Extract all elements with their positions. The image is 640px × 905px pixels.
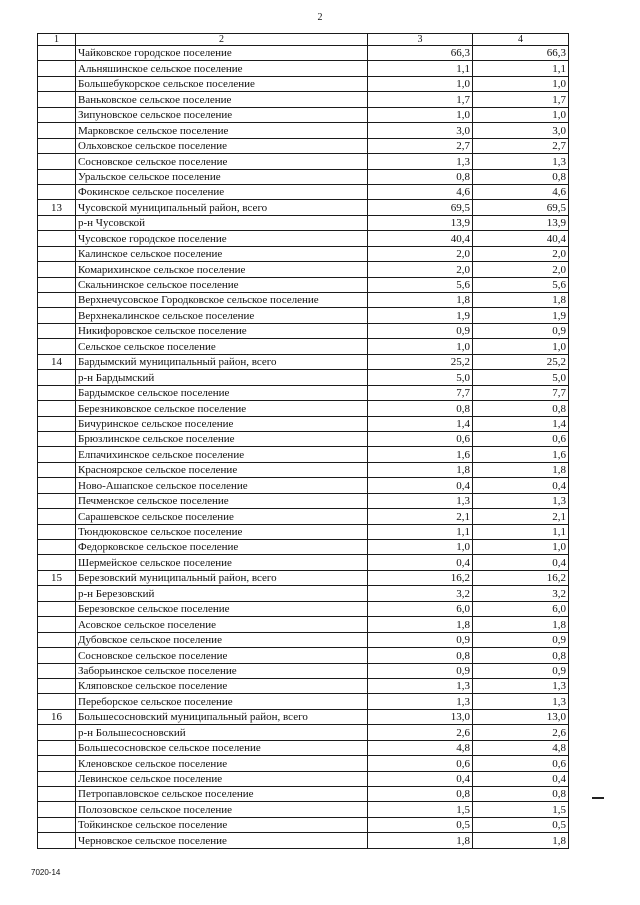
- row-number: [38, 92, 76, 107]
- table-row: [38, 138, 569, 153]
- row-number: 14: [38, 354, 76, 369]
- row-value-col4: 3,2: [473, 586, 569, 601]
- row-value-col4: 0,9: [473, 663, 569, 678]
- row-value-col3: 1,0: [368, 76, 473, 91]
- row-name: Калинское сельское поселение: [76, 246, 368, 261]
- row-number: [38, 46, 76, 61]
- row-name: Сельское сельское поселение: [76, 339, 368, 354]
- row-value-col4: 2,1: [473, 509, 569, 524]
- table-header-row: [38, 34, 569, 46]
- table-row: [38, 570, 569, 585]
- row-value-col4: 0,5: [473, 817, 569, 832]
- row-number: [38, 601, 76, 616]
- row-number: [38, 293, 76, 308]
- row-value-col4: 13,9: [473, 215, 569, 230]
- row-number: [38, 339, 76, 354]
- table-row: [38, 46, 569, 61]
- row-number: [38, 787, 76, 802]
- row-number: [38, 184, 76, 199]
- row-name: Чусовское городское поселение: [76, 231, 368, 246]
- row-value-col3: 1,6: [368, 447, 473, 462]
- row-value-col3: 0,4: [368, 478, 473, 493]
- row-number: [38, 107, 76, 122]
- table-body: [38, 46, 569, 849]
- row-value-col4: 1,0: [473, 107, 569, 122]
- row-number: [38, 138, 76, 153]
- row-value-col3: 2,1: [368, 509, 473, 524]
- row-name: Бардымское сельское поселение: [76, 385, 368, 400]
- row-number: [38, 462, 76, 477]
- table-row: [38, 231, 569, 246]
- row-name: Шермейское сельское поселение: [76, 555, 368, 570]
- table-row: [38, 617, 569, 632]
- row-name: Тойкинское сельское поселение: [76, 817, 368, 832]
- row-value-col4: 1,8: [473, 293, 569, 308]
- row-value-col4: 7,7: [473, 385, 569, 400]
- row-name: Березниковское сельское поселение: [76, 401, 368, 416]
- row-name: Большебукорское сельское поселение: [76, 76, 368, 91]
- row-value-col3: 0,9: [368, 663, 473, 678]
- row-value-col4: 1,8: [473, 617, 569, 632]
- table-row: [38, 293, 569, 308]
- row-number: [38, 246, 76, 261]
- row-number: [38, 725, 76, 740]
- row-value-col3: 4,6: [368, 184, 473, 199]
- row-value-col3: 2,0: [368, 262, 473, 277]
- row-number: [38, 447, 76, 462]
- row-number: [38, 416, 76, 431]
- table-row: [38, 262, 569, 277]
- row-number: [38, 833, 76, 848]
- row-value-col4: 16,2: [473, 570, 569, 585]
- row-value-col3: 5,0: [368, 370, 473, 385]
- row-value-col4: 0,8: [473, 401, 569, 416]
- header-col-3: 3: [368, 34, 473, 46]
- row-value-col3: 1,0: [368, 107, 473, 122]
- table-row: [38, 215, 569, 230]
- row-value-col3: 1,1: [368, 61, 473, 76]
- table-row: [38, 123, 569, 138]
- row-value-col4: 4,8: [473, 740, 569, 755]
- row-value-col4: 5,0: [473, 370, 569, 385]
- row-value-col3: 1,3: [368, 154, 473, 169]
- row-name: Бичуринское сельское поселение: [76, 416, 368, 431]
- row-value-col3: 0,6: [368, 431, 473, 446]
- row-name: Черновское сельское поселение: [76, 833, 368, 848]
- row-name: Ново-Ашапское сельское поселение: [76, 478, 368, 493]
- row-number: 16: [38, 709, 76, 724]
- row-value-col3: 0,8: [368, 648, 473, 663]
- table-row: [38, 76, 569, 91]
- row-value-col3: 25,2: [368, 354, 473, 369]
- row-number: [38, 540, 76, 555]
- row-number: [38, 817, 76, 832]
- table-row: [38, 246, 569, 261]
- row-value-col3: 66,3: [368, 46, 473, 61]
- table-row: [38, 663, 569, 678]
- row-number: [38, 648, 76, 663]
- table-row: [38, 586, 569, 601]
- row-number: [38, 493, 76, 508]
- row-number: [38, 694, 76, 709]
- row-name: Фокинское сельское поселение: [76, 184, 368, 199]
- table-row: [38, 323, 569, 338]
- row-value-col4: 1,1: [473, 524, 569, 539]
- row-value-col4: 0,4: [473, 555, 569, 570]
- row-value-col3: 7,7: [368, 385, 473, 400]
- row-name: р-н Березовский: [76, 586, 368, 601]
- row-value-col3: 13,0: [368, 709, 473, 724]
- row-name: Чайковское городское поселение: [76, 46, 368, 61]
- page-number: 2: [317, 12, 323, 23]
- table-row: [38, 632, 569, 647]
- row-name: Елпачихинское сельское поселение: [76, 447, 368, 462]
- row-name: Сосновское сельское поселение: [76, 154, 368, 169]
- table-row: [38, 200, 569, 215]
- table-row: [38, 385, 569, 400]
- table-row: [38, 787, 569, 802]
- row-value-col3: 1,3: [368, 694, 473, 709]
- margin-dash-mark: [592, 797, 604, 799]
- row-value-col4: 2,0: [473, 262, 569, 277]
- table-row: [38, 756, 569, 771]
- row-value-col4: 69,5: [473, 200, 569, 215]
- row-name: р-н Бардымский: [76, 370, 368, 385]
- table-row: [38, 431, 569, 446]
- row-number: [38, 123, 76, 138]
- row-number: [38, 370, 76, 385]
- row-number: [38, 76, 76, 91]
- row-value-col4: 0,4: [473, 478, 569, 493]
- row-value-col4: 1,3: [473, 493, 569, 508]
- row-name: Заборьинское сельское поселение: [76, 663, 368, 678]
- row-value-col3: 0,4: [368, 555, 473, 570]
- row-value-col4: 13,0: [473, 709, 569, 724]
- row-name: Верхнечусовское Городковское сельское поселение: [76, 293, 368, 308]
- table-row: [38, 416, 569, 431]
- row-value-col4: 0,8: [473, 169, 569, 184]
- row-value-col3: 2,0: [368, 246, 473, 261]
- row-value-col4: 1,8: [473, 462, 569, 477]
- row-value-col4: 4,6: [473, 184, 569, 199]
- table-row: [38, 169, 569, 184]
- row-value-col3: 1,0: [368, 339, 473, 354]
- row-name: Скальнинское сельское поселение: [76, 277, 368, 292]
- row-value-col4: 1,4: [473, 416, 569, 431]
- row-value-col4: 1,3: [473, 694, 569, 709]
- row-number: [38, 617, 76, 632]
- table-row: [38, 694, 569, 709]
- row-number: [38, 586, 76, 601]
- row-value-col4: 5,6: [473, 277, 569, 292]
- row-name: Дубовское сельское поселение: [76, 632, 368, 647]
- row-number: 15: [38, 570, 76, 585]
- row-number: [38, 262, 76, 277]
- row-value-col3: 0,9: [368, 632, 473, 647]
- row-value-col4: 0,4: [473, 771, 569, 786]
- row-name: Петропавловское сельское поселение: [76, 787, 368, 802]
- table-row: [38, 447, 569, 462]
- row-name: Кленовское сельское поселение: [76, 756, 368, 771]
- row-name: Уральское сельское поселение: [76, 169, 368, 184]
- table-row: [38, 107, 569, 122]
- row-name: Печменское сельское поселение: [76, 493, 368, 508]
- row-name: Брюзлинское сельское поселение: [76, 431, 368, 446]
- row-number: [38, 478, 76, 493]
- row-number: [38, 740, 76, 755]
- row-value-col3: 0,8: [368, 787, 473, 802]
- row-value-col3: 3,2: [368, 586, 473, 601]
- row-name: Красноярское сельское поселение: [76, 462, 368, 477]
- row-number: [38, 401, 76, 416]
- row-number: [38, 663, 76, 678]
- row-name: Сосновское сельское поселение: [76, 648, 368, 663]
- row-name: Березовское сельское поселение: [76, 601, 368, 616]
- row-name: Ольховское сельское поселение: [76, 138, 368, 153]
- row-value-col4: 2,6: [473, 725, 569, 740]
- table-row: [38, 462, 569, 477]
- row-value-col3: 1,8: [368, 462, 473, 477]
- row-value-col3: 1,7: [368, 92, 473, 107]
- row-value-col3: 1,8: [368, 293, 473, 308]
- row-value-col4: 1,0: [473, 76, 569, 91]
- row-name: Березовский муниципальный район, всего: [76, 570, 368, 585]
- row-value-col4: 25,2: [473, 354, 569, 369]
- row-value-col4: 6,0: [473, 601, 569, 616]
- row-value-col4: 0,8: [473, 648, 569, 663]
- row-value-col3: 1,4: [368, 416, 473, 431]
- row-name: Верхнекалинское сельское поселение: [76, 308, 368, 323]
- table-row: [38, 277, 569, 292]
- row-value-col3: 1,5: [368, 802, 473, 817]
- row-value-col4: 1,7: [473, 92, 569, 107]
- row-number: [38, 771, 76, 786]
- row-name: Кляповское сельское поселение: [76, 678, 368, 693]
- row-name: Левинское сельское поселение: [76, 771, 368, 786]
- row-value-col4: 1,8: [473, 833, 569, 848]
- row-value-col3: 0,6: [368, 756, 473, 771]
- row-name: Чусовской муниципальный район, всего: [76, 200, 368, 215]
- row-value-col4: 1,3: [473, 154, 569, 169]
- table-row: [38, 601, 569, 616]
- row-number: 13: [38, 200, 76, 215]
- row-number: [38, 678, 76, 693]
- table-row: [38, 802, 569, 817]
- row-value-col4: 2,7: [473, 138, 569, 153]
- table-row: [38, 339, 569, 354]
- row-number: [38, 555, 76, 570]
- row-number: [38, 308, 76, 323]
- row-number: [38, 509, 76, 524]
- row-name: Зипуновское сельское поселение: [76, 107, 368, 122]
- table-row: [38, 817, 569, 832]
- row-value-col4: 1,6: [473, 447, 569, 462]
- row-value-col4: 1,9: [473, 308, 569, 323]
- table-row: [38, 478, 569, 493]
- row-value-col3: 1,8: [368, 833, 473, 848]
- table-row: [38, 524, 569, 539]
- row-number: [38, 61, 76, 76]
- table-row: [38, 184, 569, 199]
- header-col-2: 2: [76, 34, 368, 46]
- row-value-col3: 16,2: [368, 570, 473, 585]
- row-number: [38, 169, 76, 184]
- row-value-col3: 2,7: [368, 138, 473, 153]
- row-number: [38, 756, 76, 771]
- row-number: [38, 431, 76, 446]
- data-table: [37, 33, 569, 849]
- table-row: [38, 401, 569, 416]
- row-value-col4: 0,6: [473, 431, 569, 446]
- table-row: [38, 740, 569, 755]
- row-number: [38, 632, 76, 647]
- row-value-col3: 0,8: [368, 401, 473, 416]
- table-row: [38, 370, 569, 385]
- row-value-col4: 1,3: [473, 678, 569, 693]
- row-value-col4: 66,3: [473, 46, 569, 61]
- row-name: Сарашевское сельское поселение: [76, 509, 368, 524]
- row-value-col3: 0,9: [368, 323, 473, 338]
- row-name: Бардымский муниципальный район, всего: [76, 354, 368, 369]
- row-name: Марковское сельское поселение: [76, 123, 368, 138]
- row-name: Большесосновский муниципальный район, всего: [76, 709, 368, 724]
- row-name: Асовское сельское поселение: [76, 617, 368, 632]
- row-value-col3: 3,0: [368, 123, 473, 138]
- row-value-col4: 1,0: [473, 339, 569, 354]
- row-value-col4: 0,8: [473, 787, 569, 802]
- row-value-col4: 1,1: [473, 61, 569, 76]
- table-row: [38, 771, 569, 786]
- row-value-col4: 0,6: [473, 756, 569, 771]
- row-value-col3: 4,8: [368, 740, 473, 755]
- row-value-col3: 40,4: [368, 231, 473, 246]
- row-value-col3: 1,3: [368, 678, 473, 693]
- table-row: [38, 725, 569, 740]
- row-number: [38, 231, 76, 246]
- table-row: [38, 493, 569, 508]
- row-value-col3: 13,9: [368, 215, 473, 230]
- row-number: [38, 215, 76, 230]
- table-row: [38, 92, 569, 107]
- row-number: [38, 385, 76, 400]
- row-value-col4: 2,0: [473, 246, 569, 261]
- row-number: [38, 323, 76, 338]
- row-name: Полозовское сельское поселение: [76, 802, 368, 817]
- row-name: Большесосновское сельское поселение: [76, 740, 368, 755]
- row-name: Альняшинское сельское поселение: [76, 61, 368, 76]
- row-value-col3: 0,5: [368, 817, 473, 832]
- row-value-col3: 6,0: [368, 601, 473, 616]
- row-number: [38, 277, 76, 292]
- row-value-col4: 1,0: [473, 540, 569, 555]
- row-name: Комарихинское сельское поселение: [76, 262, 368, 277]
- row-value-col3: 2,6: [368, 725, 473, 740]
- row-value-col3: 1,8: [368, 617, 473, 632]
- row-name: Тюндюковское сельское поселение: [76, 524, 368, 539]
- row-number: [38, 154, 76, 169]
- row-name: р-н Чусовской: [76, 215, 368, 230]
- table-row: [38, 540, 569, 555]
- row-name: р-н Большесосновский: [76, 725, 368, 740]
- row-value-col3: 1,1: [368, 524, 473, 539]
- table-row: [38, 648, 569, 663]
- row-number: [38, 524, 76, 539]
- row-value-col3: 0,4: [368, 771, 473, 786]
- table-row: [38, 61, 569, 76]
- row-value-col3: 1,0: [368, 540, 473, 555]
- row-value-col4: 3,0: [473, 123, 569, 138]
- header-col-4: 4: [473, 34, 569, 46]
- row-name: Переборское сельское поселение: [76, 694, 368, 709]
- row-value-col3: 69,5: [368, 200, 473, 215]
- row-value-col3: 1,9: [368, 308, 473, 323]
- table-row: [38, 678, 569, 693]
- row-value-col3: 5,6: [368, 277, 473, 292]
- table-row: [38, 308, 569, 323]
- table-row: [38, 833, 569, 848]
- table-row: [38, 555, 569, 570]
- row-name: Федорковское сельское поселение: [76, 540, 368, 555]
- row-value-col4: 40,4: [473, 231, 569, 246]
- row-value-col4: 1,5: [473, 802, 569, 817]
- table-row: [38, 354, 569, 369]
- row-value-col4: 0,9: [473, 323, 569, 338]
- header-col-1: 1: [38, 34, 76, 46]
- row-name: Ваньковское сельское поселение: [76, 92, 368, 107]
- row-value-col4: 0,9: [473, 632, 569, 647]
- footer-code: 7020-14: [31, 868, 61, 877]
- table-row: [38, 509, 569, 524]
- row-value-col3: 1,3: [368, 493, 473, 508]
- row-name: Никифоровское сельское поселение: [76, 323, 368, 338]
- table-row: [38, 709, 569, 724]
- row-value-col3: 0,8: [368, 169, 473, 184]
- table-row: [38, 154, 569, 169]
- row-number: [38, 802, 76, 817]
